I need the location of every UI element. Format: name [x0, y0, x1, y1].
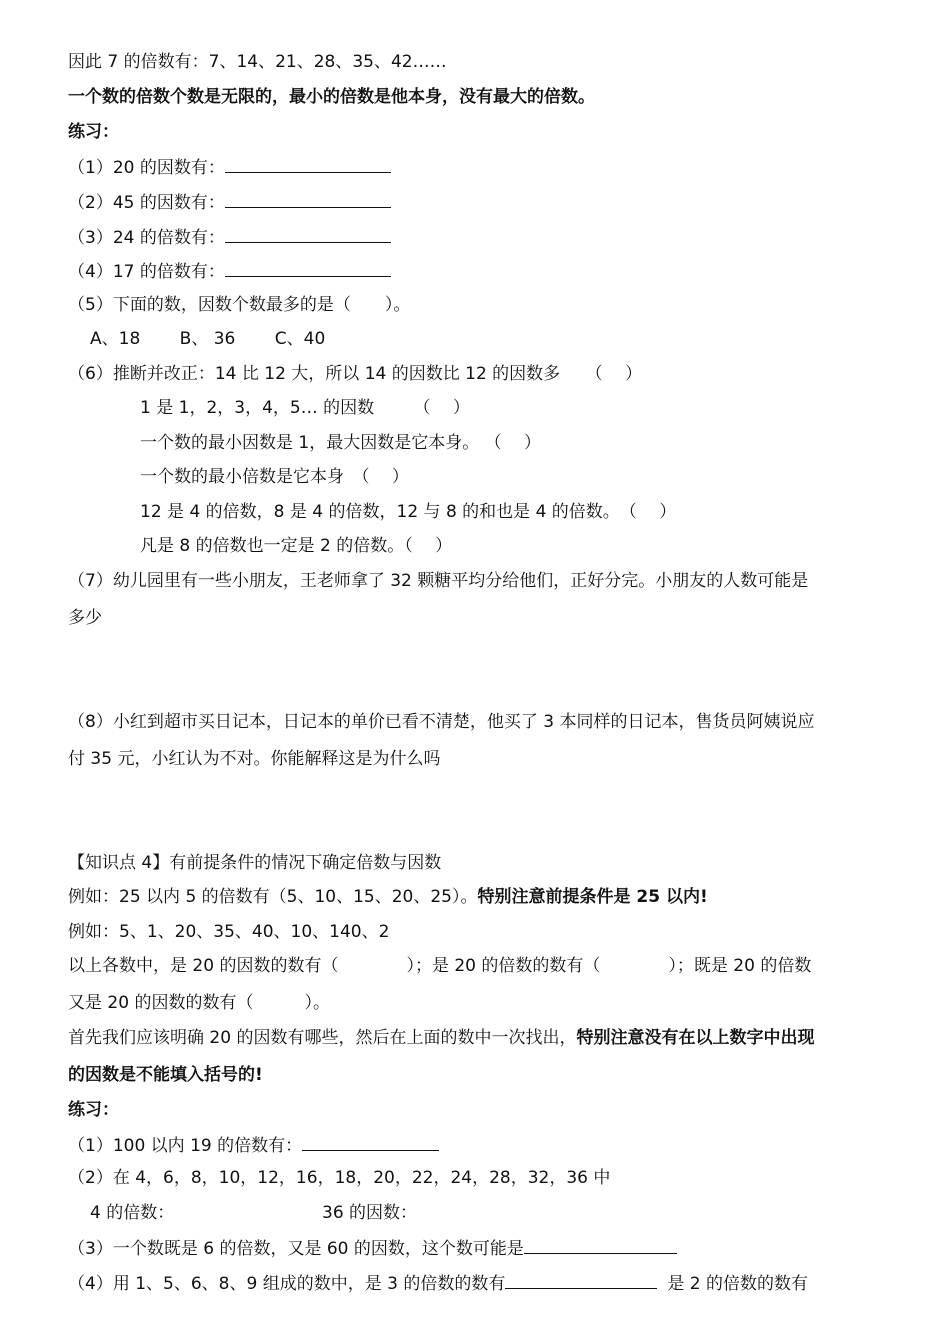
exercise-item [68, 154, 391, 180]
exercise-item [68, 224, 391, 250]
bold-rule: 一个数的倍数个数是无限的，最小的倍数是他本身，没有最大的倍数。 [68, 87, 595, 107]
text-line: 又是 20 的因数的数有（ ）。 [68, 993, 330, 1013]
item-text: （4）17 的倍数有： [68, 262, 225, 282]
section-heading: 练习： [68, 122, 119, 142]
sub-question: 4 的倍数： [90, 1203, 175, 1223]
answer-blank[interactable] [524, 1235, 677, 1254]
item-text: 是 2 的倍数的数有 [667, 1274, 808, 1294]
sub-question: 36 的因数： [322, 1203, 418, 1223]
item-text: （1）20 的因数有： [68, 158, 225, 178]
answer-blank[interactable] [505, 1270, 657, 1289]
choice-options: A、18 B、 36 C、40 [90, 329, 326, 349]
judgement-item: 12 是 4 的倍数，8 是 4 的倍数，12 与 8 的和也是 4 的倍数。 （ ） [140, 502, 677, 522]
emphasis-note: 的因数是不能填入括号的! [68, 1065, 263, 1085]
exercise-item [68, 1235, 677, 1261]
emphasis-note: 特别注意没有在以上数字中出现 [576, 1028, 815, 1048]
explanation-text: 首先我们应该明确 20 的因数有哪些，然后在上面的数中一次找出， [68, 1028, 577, 1048]
example-line: 例如：5、1、20、35、40、10、140、2 [68, 922, 390, 942]
answer-blank[interactable] [225, 189, 391, 208]
item-text: （3）24 的倍数有： [68, 228, 225, 248]
emphasis-note: 特别注意前提条件是 25 以内! [477, 887, 708, 907]
text-line: 多少 [68, 608, 102, 628]
text-line [68, 1026, 814, 1050]
exercise-item [68, 1270, 808, 1296]
text-line: 以上各数中，是 20 的因数的数有（ ）；是 20 的倍数的数有（ ）；既是 20 的倍数 [68, 956, 812, 976]
item-text: （2）45 的因数有： [68, 193, 225, 213]
judgement-item: 一个数的最小倍数是它本身 （ ） [140, 467, 409, 487]
item-text: （3）一个数既是 6 的倍数，又是 60 的因数，这个数可能是 [68, 1239, 524, 1259]
exercise-item: （5）下面的数，因数个数最多的是（ ）。 [68, 295, 411, 315]
exercise-item: （7）幼儿园里有一些小朋友，王老师拿了 32 颗糖平均分给他们，正好分完。小朋友的人数可能是 [68, 571, 809, 591]
judgement-item: 1 是 1，2，3，4，5… 的因数 （ ） [140, 398, 470, 418]
exercise-item: （2）在 4，6，8，10，12，16，18，20，22，24，28，32，36 中 [68, 1168, 611, 1188]
answer-blank[interactable] [225, 258, 391, 277]
section-heading: 练习： [68, 1100, 119, 1120]
item-text: （1）100 以内 19 的倍数有： [68, 1136, 303, 1156]
judgement-item: 一个数的最小因数是 1，最大因数是它本身。 （ ） [140, 433, 542, 453]
example-text: 例如：25 以内 5 的倍数有（5、10、15、20、25）。 [68, 887, 478, 907]
item-text: （4）用 1、5、6、8、9 组成的数中，是 3 的倍数的数有 [68, 1274, 506, 1294]
answer-blank[interactable] [225, 224, 391, 243]
exercise-item [68, 258, 391, 284]
example-line [68, 885, 708, 909]
answer-blank[interactable] [302, 1132, 439, 1151]
exercise-item: （8）小红到超市买日记本，日记本的单价已看不清楚，他买了 3 本同样的日记本，售货员阿姨说应 [68, 712, 815, 732]
judgement-item: 凡是 8 的倍数也一定是 2 的倍数。（ ） [140, 536, 453, 556]
knowledge-point-heading: 【知识点 4】有前提条件的情况下确定倍数与因数 [68, 853, 442, 873]
exercise-item [68, 189, 391, 215]
text-line: 因此 7 的倍数有：7、14、21、28、35、42…… [68, 52, 447, 72]
exercise-item: （6）推断并改正：14 比 12 大，所以 14 的因数比 12 的因数多 （ ） [68, 364, 643, 384]
exercise-item [68, 1132, 439, 1158]
text-line: 付 35 元，小红认为不对。你能解释这是为什么吗 [68, 749, 441, 769]
answer-blank[interactable] [225, 154, 391, 173]
